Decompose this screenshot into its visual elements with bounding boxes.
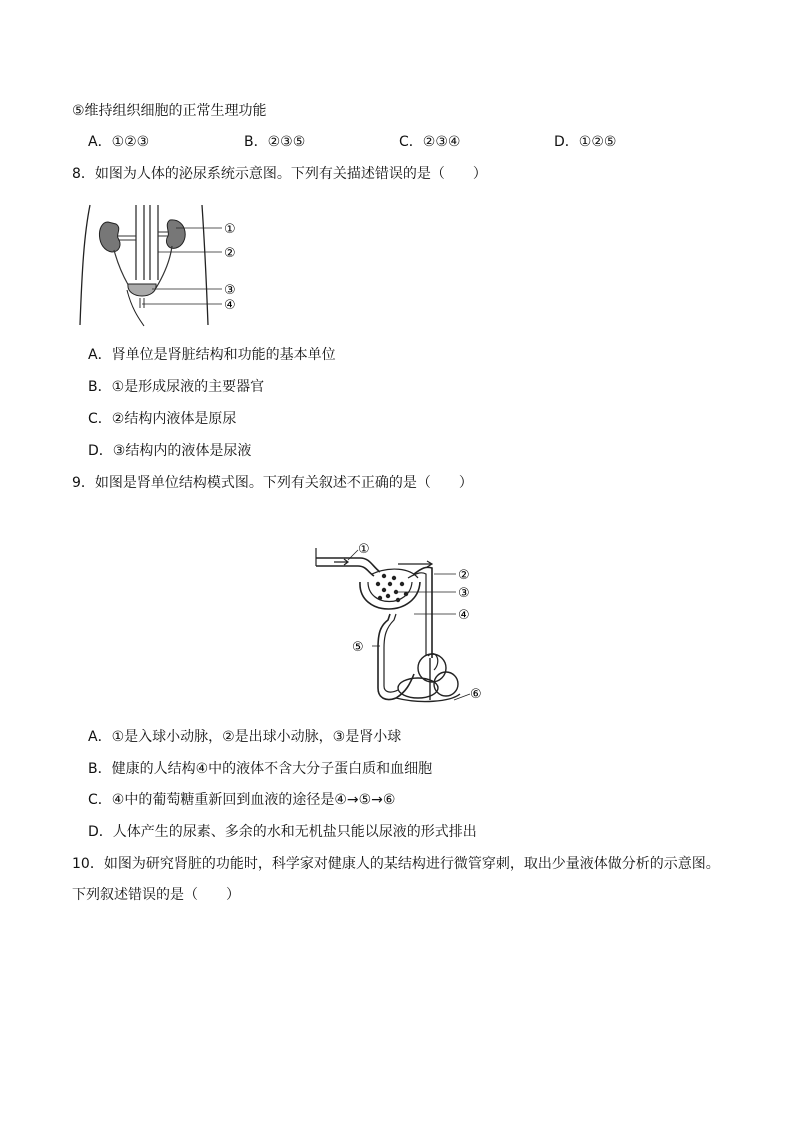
nephron-label-3: ③ <box>458 586 470 601</box>
q9-stem: 9．如图是肾单位结构模式图。下列有关叙述不正确的是（ ） <box>72 475 473 491</box>
nephron-label-4: ④ <box>458 608 470 623</box>
q7-option-d: D．①②⑤ <box>554 134 617 150</box>
urinary-label-2: ② <box>224 246 236 261</box>
urinary-system-figure <box>72 200 252 328</box>
q8-option-b: B．①是形成尿液的主要器官 <box>88 379 265 395</box>
urinary-label-4: ④ <box>224 298 236 313</box>
urinary-label-1: ① <box>224 222 236 237</box>
q7-option-c: C．②③④ <box>399 134 461 150</box>
q7-option-b: B．②③⑤ <box>244 134 306 150</box>
nephron-figure <box>310 538 495 713</box>
urinary-label-3: ③ <box>224 283 236 298</box>
q10-stem-line-2: 下列叙述错误的是（ ） <box>72 887 240 903</box>
q8-option-a: A．肾单位是肾脏结构和功能的基本单位 <box>88 347 336 363</box>
nephron-label-1: ① <box>358 542 370 557</box>
nephron-label-6: ⑥ <box>470 687 482 702</box>
q7-option-a: A．①②③ <box>88 134 150 150</box>
q8-stem: 8．如图为人体的泌尿系统示意图。下列有关描述错误的是（ ） <box>72 166 487 182</box>
nephron-label-2: ② <box>458 568 470 583</box>
q8-option-c: C．②结构内液体是原尿 <box>88 411 237 427</box>
q9-option-b: B．健康的人结构④中的液体不含大分子蛋白质和血细胞 <box>88 761 433 777</box>
q10-stem-line-1: 10．如图为研究肾脏的功能时，科学家对健康人的某结构进行微管穿刺，取出少量液体做分析的示意图。 <box>72 856 720 872</box>
q9-option-a: A．①是入球小动脉，②是出球小动脉，③是肾小球 <box>88 729 402 745</box>
nephron-label-5: ⑤ <box>352 640 364 655</box>
q9-option-c: C．④中的葡萄糖重新回到血液的途径是④→⑤→⑥ <box>88 792 396 808</box>
q7-item-5: ⑤维持组织细胞的正常生理功能 <box>72 103 267 119</box>
q9-option-d: D．人体产生的尿素、多余的水和无机盐只能以尿液的形式排出 <box>88 824 477 840</box>
q8-option-d: D．③结构内的液体是尿液 <box>88 443 252 459</box>
